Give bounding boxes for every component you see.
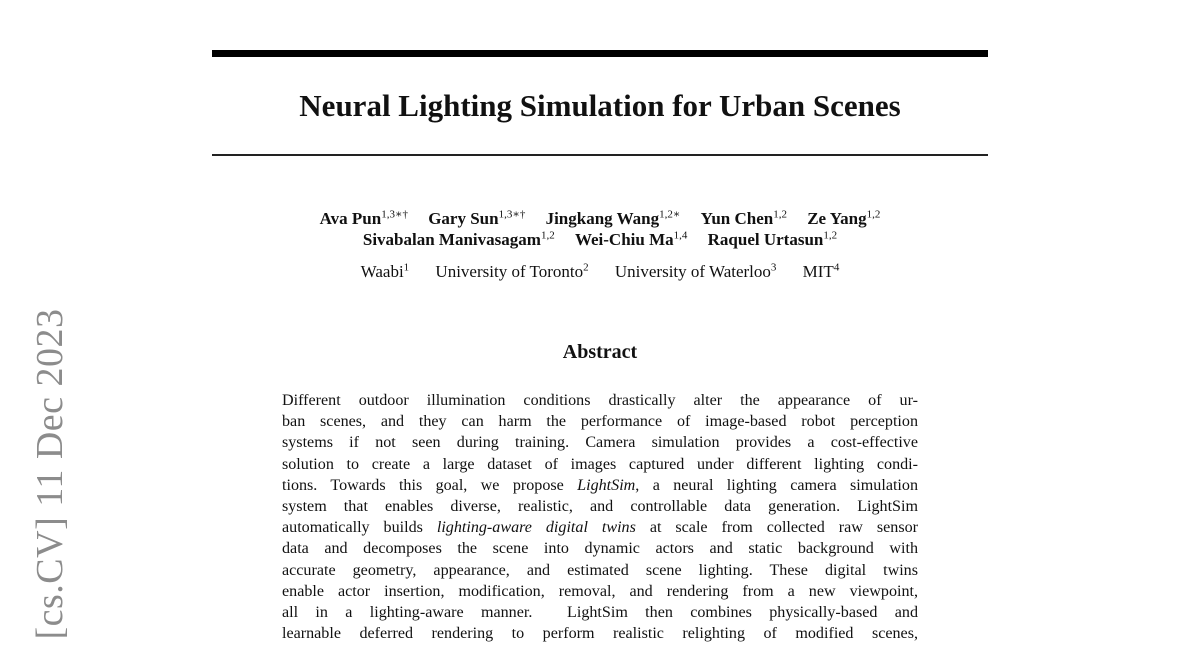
abstract-line (282, 538, 918, 559)
author-line-2 (212, 229, 988, 250)
abstract-text: data and decomposes the scene into dynamic actors and static background with (282, 540, 918, 558)
title-top-rule (212, 50, 988, 57)
arxiv-identifier-stamp: [cs.CV] 11 Dec 2023 (29, 308, 71, 640)
abstract-text: all in a lighting-aware manner. LightSim then combines physically-based and (282, 603, 918, 621)
author-line-1 (212, 208, 988, 229)
abstract-line (282, 623, 918, 644)
author: Jingkang Wang$^{1,2∗}$ (545, 208, 681, 228)
abstract-line (282, 496, 918, 517)
abstract-line (282, 432, 918, 453)
abstract-text: solution to create a large dataset of images captured under different lighting condi- (282, 455, 918, 473)
abstract-emphasis: lighting-aware digital twins (436, 519, 636, 537)
affiliation: University of Toronto$^2$ (435, 261, 589, 281)
abstract-text: enable actor insertion, modification, removal, and rendering from a new viewpoint, (282, 582, 918, 600)
abstract-body (282, 390, 918, 644)
abstract-heading: Abstract (562, 341, 638, 363)
author: Sivabalan Manivasagam$^{1,2}$ (362, 229, 555, 249)
abstract-text: automatically builds (282, 519, 437, 537)
abstract-emphasis: LightSim (577, 476, 636, 494)
author: Yun Chen$^{1,2}$ (700, 208, 787, 228)
abstract-text: Different outdoor illumination conditions drastically alter the appearance of ur- (282, 392, 918, 409)
author: Ze Yang$^{1,2}$ (807, 208, 881, 228)
title-bottom-rule (212, 154, 988, 156)
author: Ava Pun$^{1,3∗\dagger}$ (319, 208, 408, 228)
affiliation: MIT$^4$ (802, 261, 840, 281)
author: Gary Sun$^{1,3∗\dagger}$ (428, 208, 526, 228)
abstract-text: tions. Towards this goal, we propose (282, 476, 578, 494)
abstract-text: at scale from collected raw sensor (635, 519, 918, 537)
abstract-text: system that enables diverse, realistic, and controllable data generation. LightSim (282, 497, 918, 515)
affiliation: Waabi$^1$ (360, 261, 410, 281)
abstract-line (282, 560, 918, 581)
author: Raquel Urtasun$^{1,2}$ (707, 229, 838, 249)
affiliation: University of Waterloo$^3$ (614, 261, 777, 281)
abstract-line (282, 454, 918, 475)
abstract-text: systems if not seen during training. Camera simulation provides a cost-effective (282, 434, 918, 452)
affiliation-line (212, 261, 988, 282)
abstract-text: ban scenes, and they can harm the performance of image-based robot perception (282, 413, 918, 431)
abstract-text: , a neural lighting camera simulation (635, 476, 918, 494)
abstract-line (282, 411, 918, 432)
author-block (212, 208, 988, 250)
abstract-text: accurate geometry, appearance, and estimated scene lighting. These digital twins (282, 561, 918, 579)
abstract-line (282, 517, 918, 538)
abstract-line (282, 475, 918, 496)
paper-title: Neural Lighting Simulation for Urban Scenes (299, 88, 901, 123)
abstract-line (282, 581, 918, 602)
author: Wei-Chiu Ma$^{1,4}$ (574, 229, 688, 249)
abstract-text: learnable deferred rendering to perform realistic relighting of modified scenes, (282, 625, 918, 643)
abstract-line (282, 602, 918, 623)
abstract-line (282, 390, 918, 411)
